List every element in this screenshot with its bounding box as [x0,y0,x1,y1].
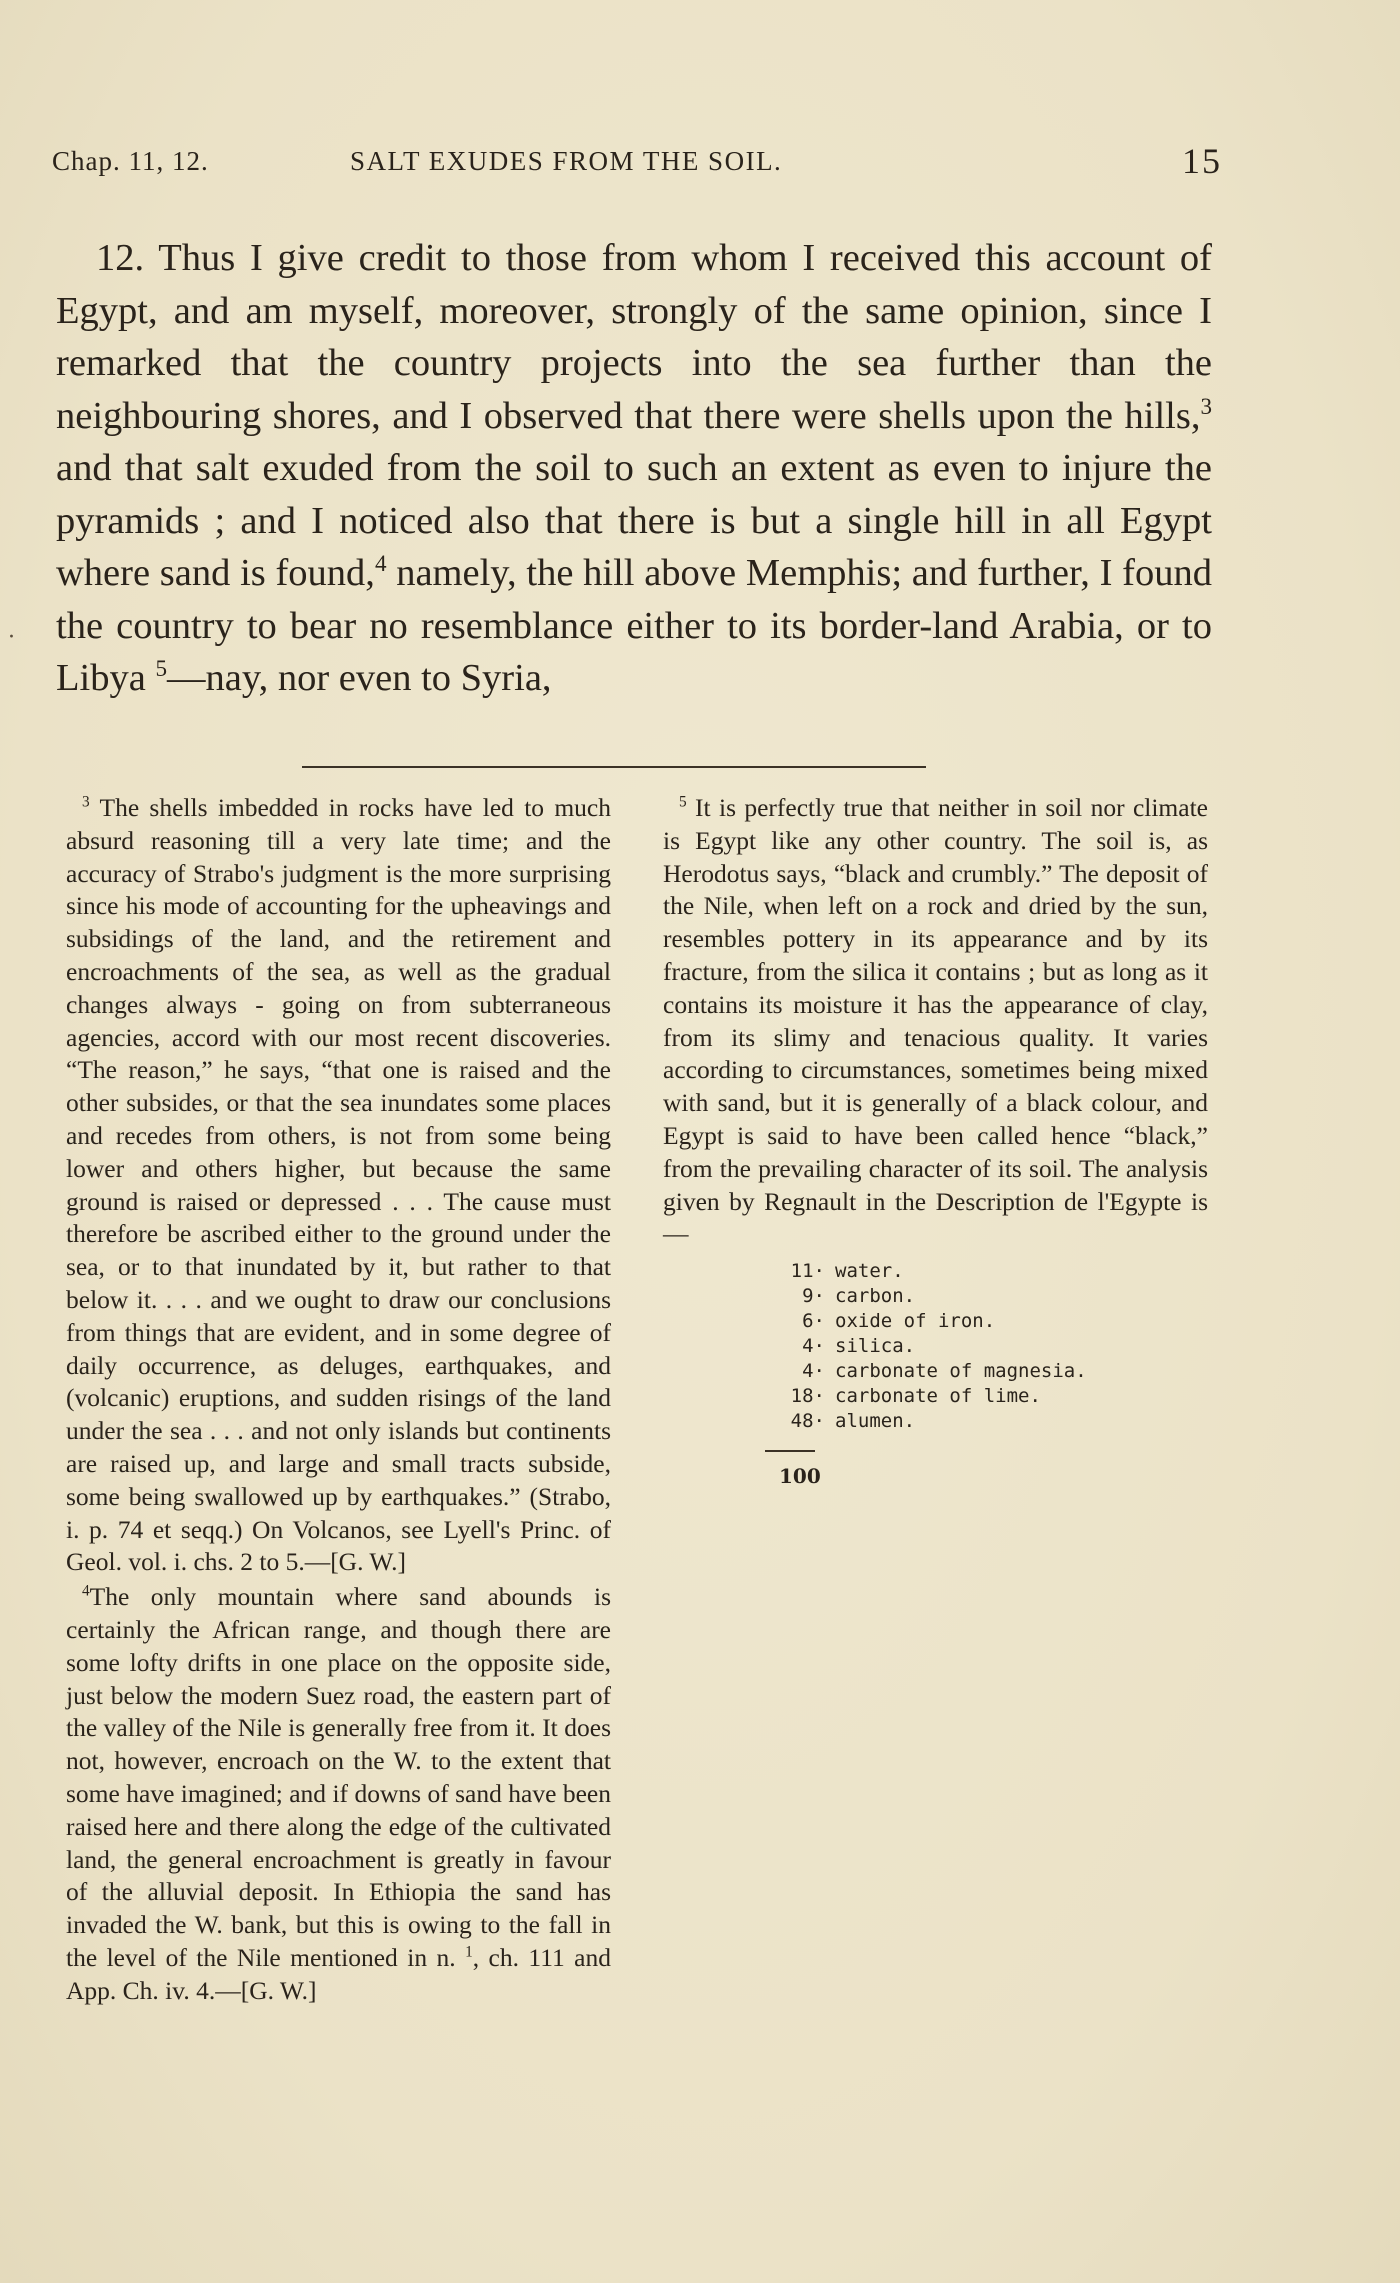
footnote-ref-5: 5 [155,655,167,682]
running-header [52,140,1222,190]
main-paragraph [56,232,1212,705]
main-text-part-a: 12. Thus I give credit to those from whom I received this account of Egypt, and am myself, moreover, strongly of the same opinion, since I remarked that the country projects into the sea further than the neighbouring shores, and I observed that there were shells upon the hills, [56,237,1212,437]
footnote-column-left [66,792,611,2007]
analysis-row: 48· alumen. [790,1410,916,1433]
footnote-3 [66,792,611,1579]
analysis-row: 4· silica. [802,1335,916,1358]
chapter-reference: Chap. 11, 12. [52,146,209,176]
footnote-4-number: 4 [82,1582,90,1600]
footnote-4-end: , ch. 111 and App. Ch. iv. 4.—[G. W.] [66,1942,612,2005]
running-title: SALT EXUDES FROM THE SOIL. [350,146,783,176]
analysis-total: 100 [779,1464,821,1489]
analysis-row: 9· carbon. [802,1285,916,1308]
footnote-column-right [663,792,1208,1493]
analysis-total-rule [765,1450,815,1452]
analysis-row: 4· carbonate of magnesia. [802,1360,1087,1383]
footnote-ref-3: 3 [1200,392,1212,419]
footnote-5-text: It is perfectly true that neither in soil nor climate is Egypt like any other country. The soil is, as Herodotus says, “black and crumbly.” The deposit of the Nile, when left on a rock and dried by the sun, resembles pottery in its appearance and by its fracture, from the silica it contains ; but as long as it contains its moisture it has the appearance of clay, from its slimy and tenacious quality. It varies according to circumstances, sometimes being mixed with sand, but it is generally of a black colour, and Egypt is said to have been called hence “black,” from the prevailing character of its soil. The analysis given by Regnault in the Description de l'Egypte is— [663,793,1208,1249]
footnote-4-ref: 1 [465,1943,473,1961]
footnote-5 [663,792,1208,1251]
footnote-3-number: 3 [82,793,90,811]
footnote-divider [302,766,926,768]
main-text-part-d: —nay, nor even to Syria, [166,657,552,699]
analysis-row: 18· carbonate of lime. [790,1385,1041,1408]
main-text-part-c: namely, the hill above Memphis; and further, I found the country to bear no resemblance either to its border-land Arabia, or to Libya [56,552,1212,699]
page-number: 15 [1182,141,1222,181]
footnote-3-text: The shells imbedded in rocks have led to much absurd reasoning till a very late time; and the accuracy of Strabo's judgment is the more surprising since his mode of accounting for the upheavings and subsidings of the land, and the retirement and encroachments of the sea, as well as the gradual changes always - going on from subterraneous agencies, accord with our most recent discoveries. “The reason,” he says, “that one is raised and the other subsides, or that the sea inundates some places and recedes from others, is not from some being lower and others higher, but because the same ground is raised or depressed . . . The cause must therefore be ascribed either to the ground under the sea, or to that inundated by it, but rather to that below it. . . . and we ought to draw our conclusions from things that are evident, and in some degree of daily occurrence, as deluges, earthquakes, and (volcanic) eruptions, and sudden risings of the land under the sea . . . and not only islands but continents are raised up, and large and small tracts subside, some being swallowed up by earthquakes.” (Strabo, i. p. 74 et seqq.) On Volcanos, see Lyell's Princ. of Geol. vol. i. chs. 2 to 5.—[G. W.] [66,793,611,1577]
footnote-4 [66,1581,611,2007]
footnote-4-text: The only mountain where sand abounds is certainly the African range, and though there are some lofty drifts in one place on the opposite side, just below the modern Suez road, the eastern part of the valley of the Nile is generally free from it. It does not, however, encroach on the W. to the extent that some have imagined; and if downs of sand have been raised here and there along the edge of the cultivated land, the general encroachment is greatly in favour of the alluvial deposit. In Ethiopia the sand has invaded the W. bank, but this is owing to the fall in the level of the Nile mentioned in n. [66,1582,611,1972]
soil-analysis-table [781,1259,1208,1434]
margin-mark: · [8,625,15,650]
analysis-row: 6· oxide of iron. [802,1310,996,1333]
footnote-ref-4: 4 [374,550,387,577]
footnote-5-number: 5 [679,793,687,811]
main-text-part-b: and that salt exuded from the soil to such an extent as even to injure the pyramids ; and I noticed also that there is but a single hill in all Egypt where sand is found, [56,447,1212,594]
analysis-row: 11· water. [790,1260,904,1283]
